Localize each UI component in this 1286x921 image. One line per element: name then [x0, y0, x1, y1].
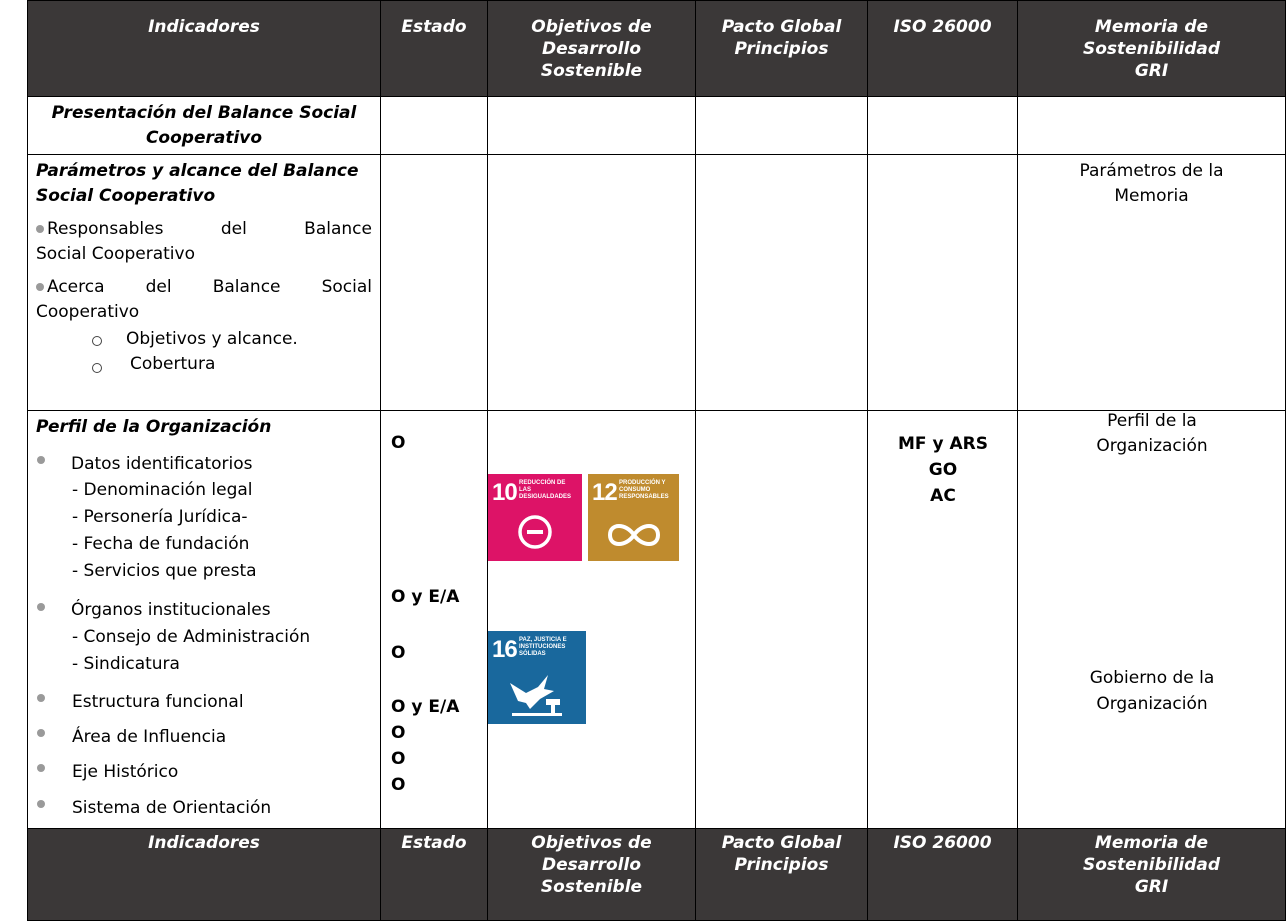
bullet-dot-icon	[37, 729, 45, 737]
sdg-10-tile	[488, 474, 582, 561]
subitem-cobertura: Cobertura	[36, 352, 372, 377]
parametros-estado	[381, 155, 488, 411]
presentacion-title-cell	[28, 97, 381, 155]
item-eje: Eje Histórico	[72, 762, 179, 782]
infinity-icon	[604, 518, 664, 552]
header-ods: Objetivos de Desarrollo Sostenible	[488, 1, 696, 97]
footer-header-pacto-global: Pacto Global Principios	[696, 829, 868, 921]
header-pacto-global: Pacto Global Principios	[696, 1, 868, 97]
perfil-gri	[1018, 411, 1286, 829]
iso-go: GO	[928, 460, 958, 480]
presentacion-iso	[868, 97, 1018, 155]
bullet-dot-icon	[37, 694, 45, 702]
sdg-16-tile	[488, 631, 586, 724]
subitem-sindicatura: - Sindicatura	[72, 654, 180, 674]
parametros-iso	[868, 155, 1018, 411]
sdg-16-number: 16	[492, 636, 517, 663]
footer-header-indicadores: Indicadores	[28, 829, 381, 921]
sdg-10-number: 10	[492, 479, 517, 506]
parametros-gri	[1018, 155, 1286, 411]
footer-header-estado: Estado	[381, 829, 488, 921]
perfil-content	[28, 411, 381, 829]
header-gri: Memoria de Sostenibilidad GRI	[1018, 1, 1286, 97]
header-iso: ISO 26000	[868, 1, 1018, 97]
balance-social-table	[27, 0, 1286, 921]
perfil-pacto	[696, 411, 868, 829]
gri-perfil-line2: Organización	[1096, 436, 1208, 456]
perfil-estado	[381, 411, 488, 829]
parametros-pacto	[696, 155, 868, 411]
presentacion-estado	[381, 97, 488, 155]
bullet-responsables	[36, 217, 372, 267]
presentacion-ods	[488, 97, 696, 155]
sdg-12-tile	[588, 474, 679, 561]
estado-organos: O y E/A	[391, 587, 460, 607]
subitem-consejo: - Consejo de Administración	[72, 627, 311, 647]
parametros-ods	[488, 155, 696, 411]
estado-eje: O	[391, 749, 406, 769]
subitem-fecha: - Fecha de fundación	[72, 534, 250, 554]
perfil-title: Perfil de la Organización	[36, 417, 272, 437]
perfil-cell	[28, 411, 381, 829]
subitem-objetivos: Objetivos y alcance.	[36, 327, 372, 352]
bullet-acerca-line1: Acerca del Balance Social	[36, 275, 372, 300]
row-presentacion	[28, 97, 1286, 155]
footer-header-ods: Objetivos de Desarrollo Sostenible	[488, 829, 696, 921]
bullet-dot-icon	[37, 764, 45, 772]
parametros-title-line2: Social Cooperativo	[36, 186, 216, 206]
header-row-bottom	[28, 829, 1286, 921]
gri-gobierno-line2: Organización	[1096, 694, 1208, 714]
bullet-responsables-line2: Social Cooperativo	[36, 244, 195, 264]
sdg-16-label: PAZ, JUSTICIA E INSTITUCIONES SÓLIDAS	[519, 637, 567, 657]
row-parametros	[28, 155, 1286, 411]
inequality-icon	[515, 512, 555, 552]
bullet-dot-icon	[37, 603, 45, 611]
dove-gavel-icon	[504, 669, 568, 717]
bullet-dot-icon	[37, 800, 45, 808]
bullet-dot-icon	[36, 283, 44, 291]
estado-estructura: O y E/A	[391, 697, 460, 717]
parametros-cell	[28, 155, 381, 411]
item-datos: Datos identificatorios	[71, 454, 253, 474]
parametros-title-line1: Parámetros y alcance del Balance	[36, 161, 359, 181]
sdg-10-label: REDUCCIÓN DE LAS DESIGUALDADES	[519, 480, 572, 500]
perfil-iso	[868, 411, 1018, 829]
row-perfil	[28, 411, 1286, 829]
item-sistema: Sistema de Orientación	[72, 798, 272, 818]
parametros-gri-line1: Parámetros de la	[1079, 161, 1224, 181]
subitem-personeria: - Personería Jurídica-	[72, 507, 248, 527]
sdg-12-number: 12	[592, 479, 617, 506]
circle-bullet-icon	[92, 336, 102, 346]
circle-bullet-icon	[92, 363, 102, 373]
header-row-top	[28, 1, 1286, 97]
presentacion-title-line2: Cooperativo	[145, 128, 263, 148]
subitem-denominacion: - Denominación legal	[72, 480, 253, 500]
sdg-12-label: PRODUCCIÓN Y CONSUMO RESPONSABLES	[619, 480, 669, 500]
presentacion-pacto	[696, 97, 868, 155]
iso-mf-ars: MF y ARS	[898, 434, 988, 454]
item-organos: Órganos institucionales	[71, 600, 271, 620]
estado-consejo: O	[391, 643, 406, 663]
bullet-acerca-line2: Cooperativo	[36, 302, 140, 322]
bullet-responsables-line1: Responsables del Balance	[36, 217, 372, 242]
footer-header-iso: ISO 26000	[868, 829, 1018, 921]
estado-area: O	[391, 723, 406, 743]
gri-perfil-line1: Perfil de la	[1107, 411, 1197, 431]
estado-datos: O	[391, 433, 406, 453]
bullet-acerca	[36, 275, 372, 325]
gri-gobierno-line1: Gobierno de la	[1089, 668, 1215, 688]
presentacion-title-line1: Presentación del Balance Social	[51, 103, 357, 123]
bullet-dot-icon	[37, 456, 45, 464]
iso-ac: AC	[930, 486, 956, 506]
item-area: Área de Influencia	[72, 727, 227, 747]
presentacion-gri	[1018, 97, 1286, 155]
footer-header-gri: Memoria de Sostenibilidad GRI	[1018, 829, 1286, 921]
parametros-gri-line2: Memoria	[1114, 186, 1189, 206]
item-estructura: Estructura funcional	[72, 692, 244, 712]
bullet-dot-icon	[36, 225, 44, 233]
subitem-servicios: - Servicios que presta	[72, 561, 257, 581]
perfil-ods	[488, 411, 696, 829]
estado-sistema: O	[391, 775, 406, 795]
header-indicadores: Indicadores	[28, 1, 381, 97]
header-estado: Estado	[381, 1, 488, 97]
